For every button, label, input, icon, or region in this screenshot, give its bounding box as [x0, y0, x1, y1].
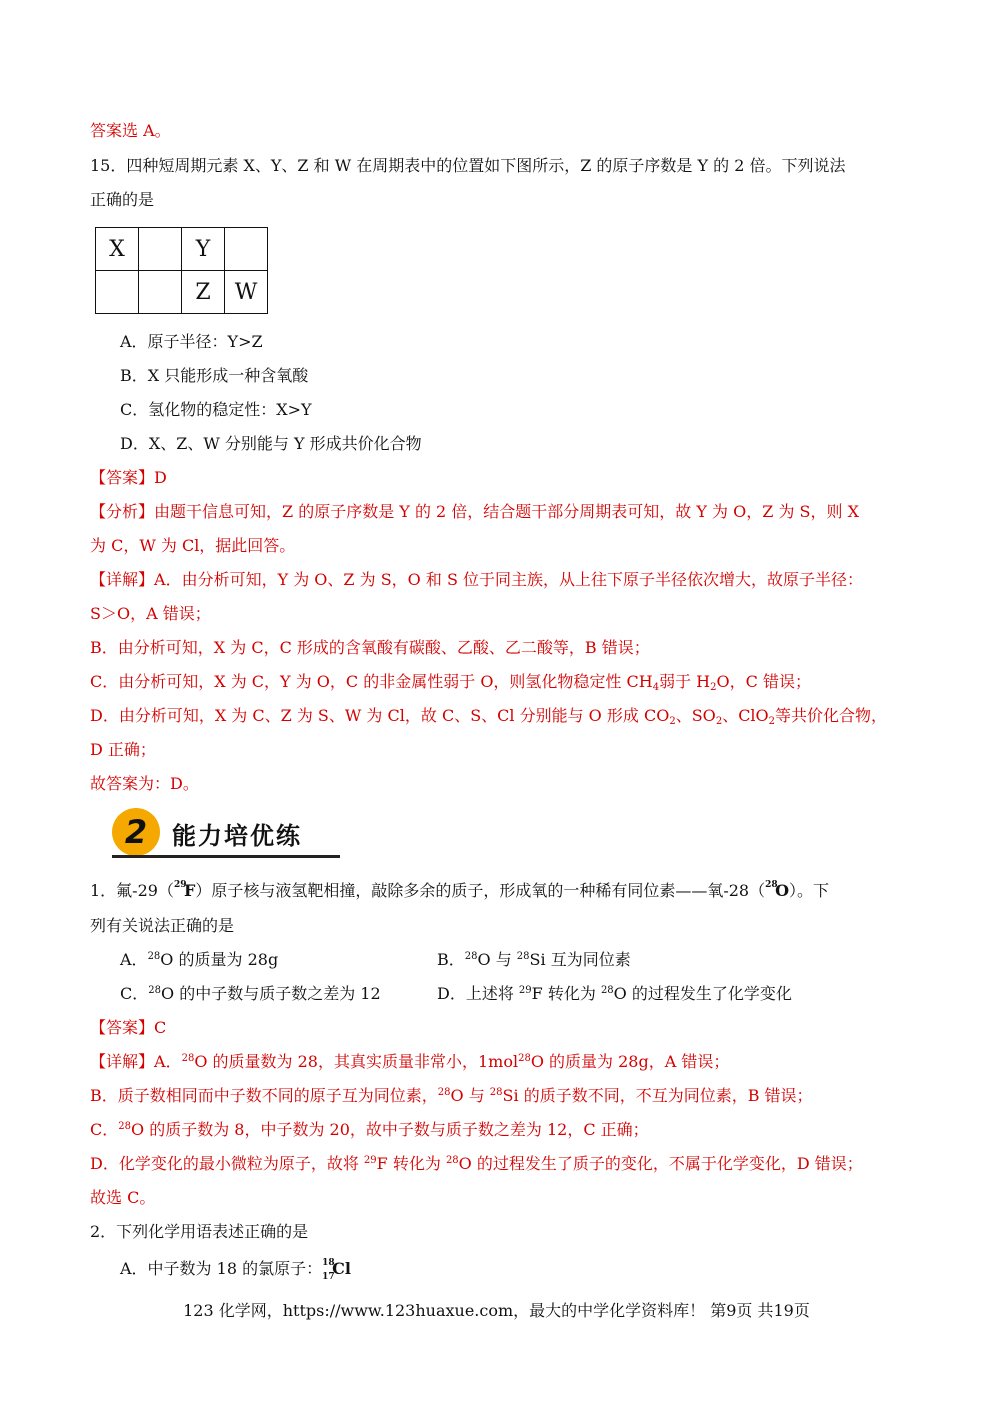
mass-number: 29: [173, 880, 187, 890]
cell-empty: [225, 228, 268, 271]
analysis-label: 【分析】: [90, 502, 155, 521]
periodic-table-fragment: [95, 227, 268, 314]
cell-w: W: [225, 271, 268, 314]
text-span: F 转化为: [376, 1154, 446, 1173]
cell-x: X: [96, 228, 139, 271]
atomic-number: 17: [322, 1272, 335, 1282]
text-span: A．: [120, 950, 148, 969]
text-span: O 的过程发生了质子的变化，不属于化学变化，D 错误；: [458, 1154, 863, 1173]
q1-option-d: [437, 983, 792, 1005]
superscript: 29: [518, 985, 532, 996]
subscript: 4: [652, 682, 660, 693]
q15-conclusion: 故答案为：D。: [90, 774, 199, 793]
superscript: 28: [464, 951, 478, 962]
superscript: 28: [518, 1053, 531, 1064]
text-span: O，C 错误；: [716, 672, 811, 691]
superscript: 28: [445, 1155, 459, 1166]
q15-stem-line1: 15．四种短周期元素 X、Y、Z 和 W 在周期表中的位置如下图所示，Z 的原子序数是 Y 的 2 倍。下列说法: [90, 156, 846, 175]
section-header: [112, 806, 342, 858]
text-span: O 的中子数与质子数之差为 12: [160, 984, 381, 1003]
q15-stem-line2: 正确的是: [90, 190, 155, 209]
text-span: D．由分析可知，X 为 C、Z 为 S、W 为 Cl，故 C、S、Cl 分别能与 O 形成 CO: [90, 706, 670, 725]
isotope-f29: [174, 880, 195, 902]
answer-label: 【答案】: [90, 468, 155, 487]
q15-detail-d: [90, 705, 887, 727]
detail-label: 【详解】: [90, 570, 155, 589]
superscript: 29: [363, 1155, 377, 1166]
q1-detail-b: [90, 1085, 813, 1107]
q15-detail-a2: S＞O，A 错误；: [90, 604, 211, 623]
element-symbol: F: [183, 881, 196, 900]
q15-answer: [90, 467, 167, 489]
answer-label: 【答案】: [90, 1018, 155, 1037]
page-footer: 123 化学网，https://www.123huaxue.com，最大的中学化学资料库！ 第9页 共19页: [183, 1301, 810, 1320]
text-span: O 的过程发生了化学变化: [613, 984, 792, 1003]
subscript: 2: [768, 716, 776, 727]
cell-y: Y: [182, 228, 225, 271]
q15-analysis-line2: 为 C，W 为 Cl，据此回答。: [90, 536, 296, 555]
text-span: O 的质子数为 8，中子数为 20，故中子数与质子数之差为 12，C 正确；: [130, 1120, 649, 1139]
superscript: 28: [516, 951, 530, 962]
q1-stem-line1: [90, 880, 829, 902]
element-symbol: Cl: [332, 1259, 351, 1278]
q15-analysis-line1: [90, 501, 859, 523]
cell-empty: [96, 271, 139, 314]
q1-option-b: [437, 949, 631, 971]
text-span: 弱于 H: [659, 672, 711, 691]
detail-text: A．由分析可知，Y 为 O、Z 为 S，O 和 S 位于同主族，从上往下原子半径依次增大，故原子半径：: [154, 570, 864, 589]
text-span: C．: [90, 1120, 119, 1139]
text-span: ）。下: [789, 881, 830, 900]
section-number-badge: 2: [112, 808, 160, 856]
section-underline: [112, 855, 340, 858]
text-span: 、ClO: [722, 706, 769, 725]
q15-option-b: B．X 只能形成一种含氧酸: [120, 366, 309, 385]
q2-option-a: [120, 1258, 351, 1280]
q1-detail-a: [90, 1051, 729, 1073]
text-span: A．中子数为 18 的氯原子：: [120, 1259, 323, 1278]
text-span: A．: [154, 1052, 182, 1071]
analysis-text: 由题干信息可知，Z 的原子序数是 Y 的 2 倍，结合题干部分周期表可知，故 Y 为 O，Z 为 S，则 X: [154, 502, 859, 521]
subscript: 2: [710, 682, 717, 693]
q1-option-c: [120, 984, 381, 1003]
q1-options-row2: [120, 983, 940, 1005]
text-span: D．化学变化的最小微粒为原子，故将: [90, 1154, 364, 1173]
text-span: B．质子数相同而中子数不同的原子互为同位素，: [90, 1086, 438, 1105]
superscript: 28: [148, 985, 161, 996]
text-span: 、SO: [675, 706, 716, 725]
text-span: C．: [120, 984, 149, 1003]
section-title: 能力培优练: [172, 822, 302, 850]
q2-stem: 2．下列化学用语表述正确的是: [90, 1222, 309, 1241]
text-span: O 与: [477, 950, 517, 969]
cell-z: Z: [182, 271, 225, 314]
text-span: ）原子核与液氢靶相撞，敲除多余的质子，形成氧的一种稀有同位素——氧-28（: [195, 881, 766, 900]
text-span: 1．氟-29（: [90, 881, 174, 900]
text-span: C．由分析可知，X 为 C，Y 为 O，C 的非金属性弱于 O，则氢化物稳定性 CH: [90, 672, 653, 691]
text-span: Si 的质子数不同，不互为同位素，B 错误；: [502, 1086, 813, 1105]
subscript: 2: [669, 716, 676, 727]
mass-number: 28: [765, 880, 778, 890]
superscript: 28: [600, 985, 614, 996]
isotope-o28: [765, 880, 789, 902]
text-span: O 与: [450, 1086, 490, 1105]
answer-value: C: [154, 1018, 167, 1037]
superscript: 28: [181, 1053, 195, 1064]
answer-value: D: [154, 468, 167, 487]
q15-option-c: C．氢化物的稳定性：X>Y: [120, 400, 312, 419]
mass-number: 18: [322, 1258, 335, 1268]
q15-detail-c: [90, 671, 811, 693]
element-symbol: O: [775, 881, 790, 900]
previous-answer: 答案选 A。: [90, 121, 171, 140]
q1-options-row1: [120, 949, 940, 971]
q15-option-d: D．X、Z、W 分别能与 Y 形成共价化合物: [120, 434, 422, 453]
q1-detail-d: [90, 1153, 863, 1175]
cell-empty: [139, 271, 182, 314]
superscript: 28: [437, 1087, 451, 1098]
q1-option-a: [120, 950, 278, 969]
text-span: Si 互为同位素: [529, 950, 631, 969]
q15-detail-d2: D 正确；: [90, 740, 156, 759]
q1-detail-c: [90, 1119, 649, 1141]
superscript: 28: [147, 951, 161, 962]
text-span: 等共价化合物，: [775, 706, 888, 725]
text-span: F 转化为: [531, 984, 601, 1003]
text-span: O 的质量为 28g，A 错误；: [530, 1052, 730, 1071]
q1-stem-line2: 列有关说法正确的是: [90, 916, 235, 935]
text-span: O 的质量为 28g: [160, 950, 279, 969]
q15-option-a: A．原子半径：Y>Z: [120, 332, 263, 351]
text-span: D．上述将: [437, 984, 519, 1003]
superscript: 28: [489, 1087, 503, 1098]
cell-empty: [139, 228, 182, 271]
superscript: 28: [118, 1121, 131, 1132]
q15-detail-a1: [90, 569, 863, 591]
isotope-cl: [322, 1258, 351, 1280]
text-span: O 的质量数为 28，其真实质量非常小，1mol: [194, 1052, 519, 1071]
q1-answer: [90, 1017, 166, 1039]
q1-conclusion: 故选 C。: [90, 1188, 156, 1207]
text-span: B．: [437, 950, 465, 969]
subscript: 2: [715, 716, 723, 727]
q15-detail-b: B．由分析可知，X 为 C，C 形成的含氧酸有碳酸、乙酸、乙二酸等，B 错误；: [90, 638, 650, 657]
detail-label: 【详解】: [90, 1052, 155, 1071]
